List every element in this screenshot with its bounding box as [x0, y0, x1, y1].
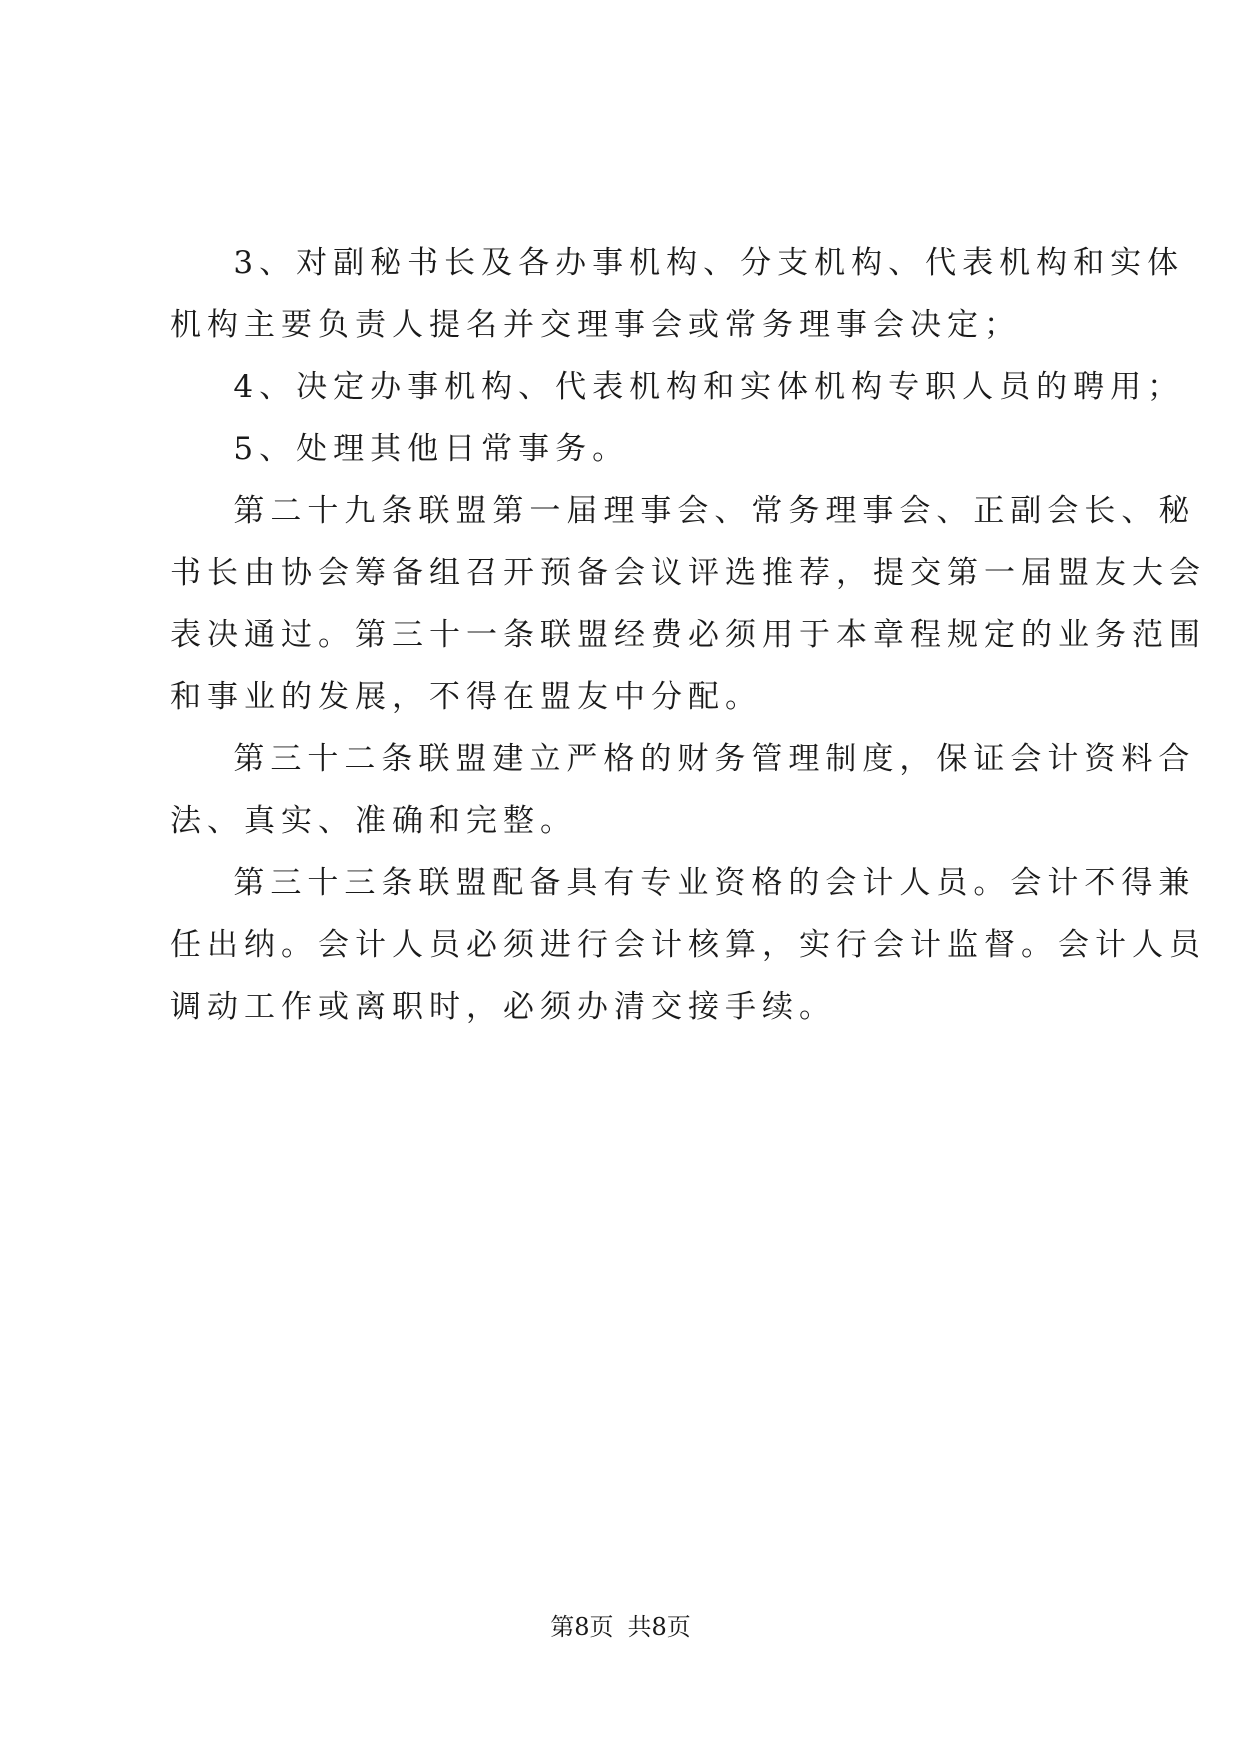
- text-line: 机构主要负责人提名并交理事会或常务理事会决定；: [170, 307, 1021, 343]
- paragraph-3: [170, 418, 1080, 480]
- text-line: 第二十九条联盟第一届理事会、常务理事会、正副会长、秘: [170, 493, 1196, 529]
- text-line: 表决通过。第三十一条联盟经费必须用于本章程规定的业务范围: [170, 617, 1206, 653]
- text-line: 4、决定办事机构、代表机构和实体机构专职人员的聘用；: [170, 369, 1185, 405]
- text-line: 书长由协会筹备组召开预备会议评选推荐，提交第一届盟友大会: [170, 555, 1206, 591]
- page-footer: [0, 1612, 1241, 1642]
- document-body: [170, 232, 1206, 1038]
- text-line: 任出纳。会计人员必须进行会计核算，实行会计监督。会计人员: [170, 927, 1206, 963]
- text-line: 5、处理其他日常事务。: [170, 431, 630, 467]
- text-line: 法、真实、准确和完整。: [170, 803, 577, 839]
- text-line: 和事业的发展，不得在盟友中分配。: [170, 679, 762, 715]
- page-number: 第8页: [550, 1613, 614, 1641]
- text-line: 第三十三条联盟配备具有专业资格的会计人员。会计不得兼: [170, 865, 1196, 901]
- paragraph-2: [170, 356, 1185, 418]
- paragraph-4: [170, 480, 1206, 728]
- paragraph-1: [170, 232, 1185, 356]
- page-total: 共8页: [627, 1613, 691, 1641]
- text-line: 3、对副秘书长及各办事机构、分支机构、代表机构和实体: [170, 245, 1185, 281]
- text-line: 调动工作或离职时，必须办清交接手续。: [170, 989, 836, 1025]
- text-line: 第三十二条联盟建立严格的财务管理制度，保证会计资料合: [170, 741, 1196, 777]
- paragraph-6: [170, 852, 1206, 1038]
- paragraph-5: [170, 728, 1196, 852]
